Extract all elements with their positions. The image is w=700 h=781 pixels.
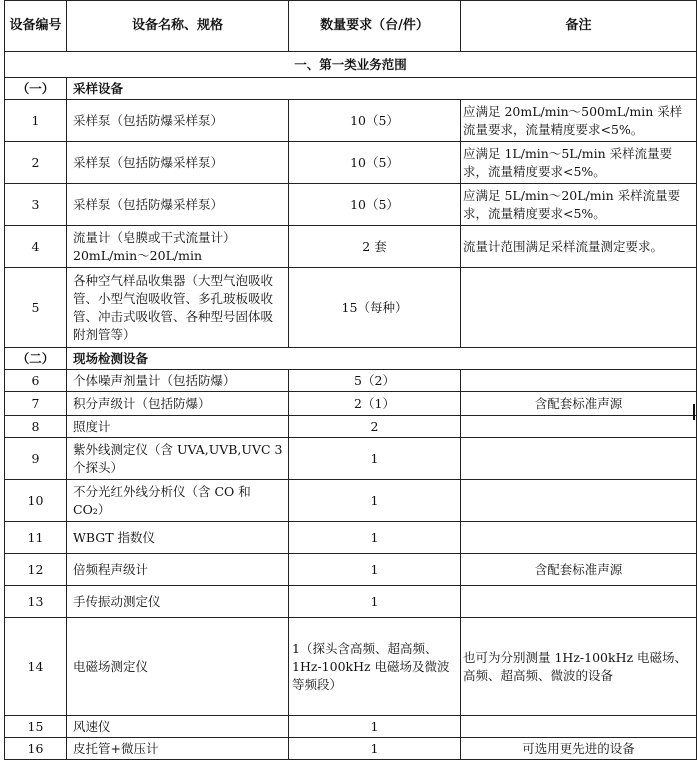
row-id: 2 — [5, 142, 67, 184]
row-qty: 2 — [289, 416, 461, 438]
table-row — [5, 480, 697, 522]
equipment-table — [4, 0, 697, 760]
row-note: 流量计范围满足采样流量测定要求。 — [461, 226, 697, 268]
row-name: 不分光红外线分析仪（含 CO 和 CO₂） — [67, 480, 289, 522]
row-note — [461, 268, 697, 348]
row-id: 11 — [5, 522, 67, 554]
row-note: 应满足 5L/min～20L/min 采样流量要求，流量精度要求<5%。 — [461, 184, 697, 226]
row-qty: 1 — [289, 554, 461, 586]
section-title: 一、第一类业务范围 — [5, 52, 697, 78]
row-name: 倍频程声级计 — [67, 554, 289, 586]
row-id: 16 — [5, 738, 67, 760]
row-note — [461, 716, 697, 738]
group-title: 采样设备 — [67, 78, 697, 100]
row-qty: 2（1） — [289, 392, 461, 416]
row-qty: 1（探头含高频、超高频、1Hz-100kHz 电磁场及微波等频段） — [289, 618, 461, 716]
row-name: 采样泵（包括防爆采样泵） — [67, 184, 289, 226]
row-note: 含配套标准声源 — [461, 554, 697, 586]
table-row — [5, 100, 697, 142]
table-row — [5, 716, 697, 738]
row-qty: 2 套 — [289, 226, 461, 268]
header-remarks: 备注 — [461, 1, 697, 52]
row-qty: 10（5） — [289, 100, 461, 142]
row-note: 应满足 1L/min～5L/min 采样流量要求，流量精度要求<5%。 — [461, 142, 697, 184]
row-name: 风速仪 — [67, 716, 289, 738]
row-name: 紫外线测定仪（含 UVA,UVB,UVC 3 个探头） — [67, 438, 289, 480]
row-qty: 10（5） — [289, 184, 461, 226]
table-row — [5, 586, 697, 618]
row-note — [461, 416, 697, 438]
row-id: 14 — [5, 618, 67, 716]
row-name: 手传振动测定仪 — [67, 586, 289, 618]
row-note — [461, 522, 697, 554]
row-id: 4 — [5, 226, 67, 268]
row-name: 照度计 — [67, 416, 289, 438]
row-qty: 1 — [289, 738, 461, 760]
row-id: 5 — [5, 268, 67, 348]
row-note: 含配套标准声源 — [461, 392, 697, 416]
row-note — [461, 480, 697, 522]
table-row — [5, 416, 697, 438]
row-note — [461, 370, 697, 392]
row-note: 也可为分别测量 1Hz-100kHz 电磁场、高频、超高频、微波的设备 — [461, 618, 697, 716]
row-name: WBGT 指数仪 — [67, 522, 289, 554]
row-qty: 15（每种） — [289, 268, 461, 348]
row-name: 电磁场测定仪 — [67, 618, 289, 716]
text-cursor — [693, 404, 695, 420]
group-title: 现场检测设备 — [67, 348, 697, 370]
table-row — [5, 392, 697, 416]
row-name: 采样泵（包括防爆采样泵） — [67, 100, 289, 142]
row-id: 12 — [5, 554, 67, 586]
table-row — [5, 554, 697, 586]
group-label: （一） — [5, 78, 67, 100]
row-qty: 1 — [289, 522, 461, 554]
row-qty: 5（2） — [289, 370, 461, 392]
row-qty: 1 — [289, 480, 461, 522]
row-qty: 10（5） — [289, 142, 461, 184]
row-name: 个体噪声剂量计（包括防爆） — [67, 370, 289, 392]
row-id: 10 — [5, 480, 67, 522]
row-note: 可选用更先进的设备 — [461, 738, 697, 760]
table-row — [5, 142, 697, 184]
row-qty: 1 — [289, 438, 461, 480]
group-label: （二） — [5, 348, 67, 370]
row-name: 积分声级计（包括防爆） — [67, 392, 289, 416]
row-id: 1 — [5, 100, 67, 142]
row-name: 流量计（皂膜或干式流量计）20mL/min～20L/min — [67, 226, 289, 268]
table-row — [5, 438, 697, 480]
row-note: 应满足 20mL/min～500mL/min 采样流量要求，流量精度要求<5%。 — [461, 100, 697, 142]
table-row — [5, 618, 697, 716]
row-note — [461, 586, 697, 618]
header-equipment-name: 设备名称、规格 — [67, 1, 289, 52]
row-id: 15 — [5, 716, 67, 738]
table-row — [5, 268, 697, 348]
header-quantity: 数量要求（台/件） — [289, 1, 461, 52]
row-name: 采样泵（包括防爆采样泵） — [67, 142, 289, 184]
row-id: 9 — [5, 438, 67, 480]
row-qty: 1 — [289, 716, 461, 738]
table-row — [5, 738, 697, 760]
table-row — [5, 370, 697, 392]
table-row — [5, 226, 697, 268]
row-name: 各种空气样品收集器（大型气泡吸收管、小型气泡吸收管、多孔玻板吸收管、冲击式吸收管、各种型号固体吸附剂管等） — [67, 268, 289, 348]
row-id: 13 — [5, 586, 67, 618]
row-note — [461, 438, 697, 480]
row-qty: 1 — [289, 586, 461, 618]
table-row — [5, 522, 697, 554]
row-id: 3 — [5, 184, 67, 226]
row-name: 皮托管+微压计 — [67, 738, 289, 760]
header-equipment-id: 设备编号 — [5, 1, 67, 52]
row-id: 6 — [5, 370, 67, 392]
row-id: 8 — [5, 416, 67, 438]
row-id: 7 — [5, 392, 67, 416]
table-row — [5, 184, 697, 226]
